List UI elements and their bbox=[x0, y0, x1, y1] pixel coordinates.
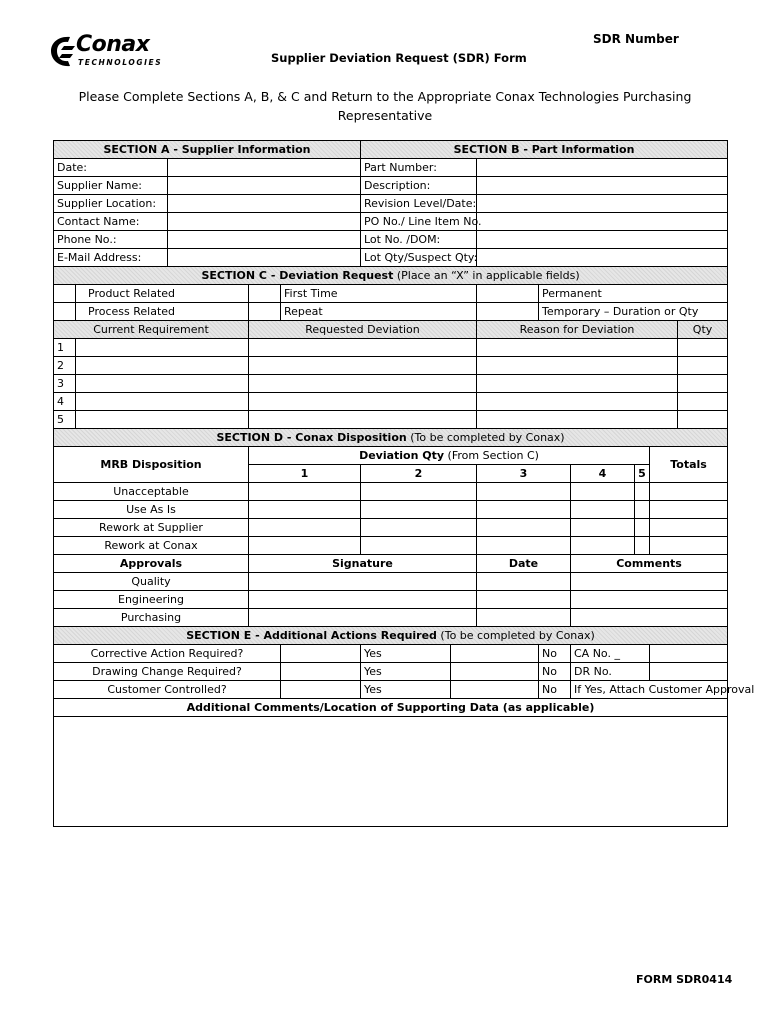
permanent-checkbox[interactable] bbox=[477, 285, 539, 303]
signature-input[interactable] bbox=[249, 573, 477, 591]
no-label: No bbox=[539, 663, 571, 681]
disposition-qty-input[interactable] bbox=[635, 519, 650, 537]
process-related-label: Process Related bbox=[76, 303, 249, 321]
disposition-qty-input[interactable] bbox=[571, 537, 635, 555]
reason-input[interactable] bbox=[477, 339, 678, 357]
requested-deviation-input[interactable] bbox=[249, 375, 477, 393]
signature-input[interactable] bbox=[249, 609, 477, 627]
approval-date-input[interactable] bbox=[477, 591, 571, 609]
yes-checkbox[interactable] bbox=[451, 645, 539, 663]
product-related-checkbox[interactable] bbox=[54, 285, 76, 303]
product-related-label: Product Related bbox=[76, 285, 249, 303]
comments-header: Comments bbox=[571, 555, 728, 573]
approval-date-input[interactable] bbox=[477, 573, 571, 591]
disposition-qty-input[interactable] bbox=[635, 483, 650, 501]
temporary-label: Temporary – Duration or Qty bbox=[539, 303, 728, 321]
disposition-total-input[interactable] bbox=[650, 537, 728, 555]
section-b-input[interactable] bbox=[477, 195, 728, 213]
additional-comments-input[interactable] bbox=[54, 717, 728, 827]
approver-label: Quality bbox=[54, 573, 249, 591]
action-label: Corrective Action Required? bbox=[54, 645, 281, 663]
permanent-label: Permanent bbox=[539, 285, 728, 303]
yes-checkbox[interactable] bbox=[451, 681, 539, 699]
deviation-row-number: 4 bbox=[54, 393, 76, 411]
current-requirement-input[interactable] bbox=[76, 411, 249, 429]
reason-input[interactable] bbox=[477, 357, 678, 375]
form-instructions: Please Complete Sections A, B, & C and Return to the Appropriate Conax Technologies Purchasing Representative bbox=[78, 89, 692, 123]
disposition-qty-input[interactable] bbox=[571, 483, 635, 501]
section-a-label: Supplier Name: bbox=[54, 177, 168, 195]
logo-subtext: TECHNOLOGIES bbox=[78, 58, 163, 67]
requested-deviation-input[interactable] bbox=[249, 393, 477, 411]
disposition-qty-input[interactable] bbox=[361, 501, 477, 519]
qty-col-header: 5 bbox=[635, 465, 650, 483]
disposition-qty-input[interactable] bbox=[477, 519, 571, 537]
disposition-qty-input[interactable] bbox=[635, 537, 650, 555]
section-a-label: E-Mail Address: bbox=[54, 249, 168, 267]
section-a-input[interactable] bbox=[168, 159, 361, 177]
section-a-input[interactable] bbox=[168, 249, 361, 267]
approval-date-input[interactable] bbox=[477, 609, 571, 627]
action-value-input[interactable] bbox=[281, 663, 361, 681]
section-b-input[interactable] bbox=[477, 177, 728, 195]
disposition-total-input[interactable] bbox=[650, 501, 728, 519]
requested-deviation-input[interactable] bbox=[249, 357, 477, 375]
disposition-qty-input[interactable] bbox=[249, 519, 361, 537]
deviation-row-number: 1 bbox=[54, 339, 76, 357]
section-a-label: Supplier Location: bbox=[54, 195, 168, 213]
disposition-qty-input[interactable] bbox=[249, 537, 361, 555]
disposition-label: Unacceptable bbox=[54, 483, 249, 501]
reason-input[interactable] bbox=[477, 375, 678, 393]
section-b-input[interactable] bbox=[477, 231, 728, 249]
conax-logo-mark-icon bbox=[48, 34, 78, 70]
action-value-input[interactable] bbox=[281, 681, 361, 699]
customer-approval-note: If Yes, Attach Customer Approval bbox=[571, 681, 728, 699]
qty-input[interactable] bbox=[678, 393, 728, 411]
section-c-title: SECTION C - Deviation Request bbox=[201, 268, 394, 282]
reason-input[interactable] bbox=[477, 411, 678, 429]
qty-col-header: 2 bbox=[361, 465, 477, 483]
qty-input[interactable] bbox=[678, 357, 728, 375]
disposition-label: Rework at Conax bbox=[54, 537, 249, 555]
current-requirement-input[interactable] bbox=[76, 339, 249, 357]
ca-number-input[interactable] bbox=[650, 645, 728, 663]
disposition-qty-input[interactable] bbox=[477, 537, 571, 555]
section-b-label: Lot Qty/Suspect Qty: bbox=[361, 249, 477, 267]
action-label: Drawing Change Required? bbox=[54, 663, 281, 681]
logo-wordmark: Conax bbox=[76, 32, 150, 57]
section-a-input[interactable] bbox=[168, 177, 361, 195]
col-reason-for-deviation: Reason for Deviation bbox=[477, 321, 678, 339]
section-d-header bbox=[54, 429, 728, 447]
date-header: Date bbox=[477, 555, 571, 573]
section-a-label: Phone No.: bbox=[54, 231, 168, 249]
qty-input[interactable] bbox=[678, 375, 728, 393]
deviation-row-number: 3 bbox=[54, 375, 76, 393]
current-requirement-input[interactable] bbox=[76, 393, 249, 411]
section-a-input[interactable] bbox=[168, 213, 361, 231]
section-b-label: Revision Level/Date: bbox=[361, 195, 477, 213]
form-code: FORM SDR0414 bbox=[636, 973, 733, 986]
section-a-label: Contact Name: bbox=[54, 213, 168, 231]
sdr-form-table bbox=[53, 140, 755, 827]
form-title: Supplier Deviation Request (SDR) Form bbox=[271, 51, 527, 65]
ref-label: DR No. bbox=[571, 663, 650, 681]
repeat-label: Repeat bbox=[281, 303, 477, 321]
disposition-total-input[interactable] bbox=[650, 483, 728, 501]
current-requirement-input[interactable] bbox=[76, 375, 249, 393]
disposition-qty-input[interactable] bbox=[635, 501, 650, 519]
mrb-disposition-header: MRB Disposition bbox=[54, 447, 249, 483]
deviation-row-number: 2 bbox=[54, 357, 76, 375]
no-label: No bbox=[539, 681, 571, 699]
yes-label: Yes bbox=[361, 663, 451, 681]
temporary-checkbox[interactable] bbox=[477, 303, 539, 321]
disposition-label: Rework at Supplier bbox=[54, 519, 249, 537]
deviation-row-number: 5 bbox=[54, 411, 76, 429]
section-e-header bbox=[54, 627, 728, 645]
requested-deviation-input[interactable] bbox=[249, 339, 477, 357]
disposition-total-input[interactable] bbox=[650, 519, 728, 537]
disposition-label: Use As Is bbox=[54, 501, 249, 519]
qty-col-header: 3 bbox=[477, 465, 571, 483]
deviation-qty-label: Deviation Qty bbox=[359, 448, 445, 462]
first-time-label: First Time bbox=[281, 285, 477, 303]
section-c-header bbox=[54, 267, 728, 285]
disposition-qty-input[interactable] bbox=[477, 501, 571, 519]
section-e-note: (To be completed by Conax) bbox=[436, 628, 595, 642]
no-label: No bbox=[539, 645, 571, 663]
section-c-note: (Place an “X” in applicable fields) bbox=[393, 268, 580, 282]
totals-header: Totals bbox=[650, 447, 728, 483]
action-value-input[interactable] bbox=[281, 645, 361, 663]
col-current-requirement: Current Requirement bbox=[54, 321, 249, 339]
disposition-qty-input[interactable] bbox=[249, 483, 361, 501]
section-b-input[interactable] bbox=[477, 249, 728, 267]
section-b-label: Part Number: bbox=[361, 159, 477, 177]
action-label: Customer Controlled? bbox=[54, 681, 281, 699]
disposition-qty-input[interactable] bbox=[361, 483, 477, 501]
approver-label: Purchasing bbox=[54, 609, 249, 627]
signature-input[interactable] bbox=[249, 591, 477, 609]
reason-input[interactable] bbox=[477, 393, 678, 411]
requested-deviation-input[interactable] bbox=[249, 411, 477, 429]
section-b-input[interactable] bbox=[477, 213, 728, 231]
yes-checkbox[interactable] bbox=[451, 663, 539, 681]
first-time-checkbox[interactable] bbox=[249, 285, 281, 303]
section-a-label: Date: bbox=[54, 159, 168, 177]
qty-col-header: 4 bbox=[571, 465, 635, 483]
section-a-input[interactable] bbox=[168, 231, 361, 249]
col-qty: Qty bbox=[678, 321, 728, 339]
section-b-input[interactable] bbox=[477, 159, 728, 177]
approvals-header: Approvals bbox=[54, 555, 249, 573]
qty-input[interactable] bbox=[678, 339, 728, 357]
section-e-title: SECTION E - Additional Actions Required bbox=[186, 628, 437, 642]
col-requested-deviation: Requested Deviation bbox=[249, 321, 477, 339]
disposition-qty-input[interactable] bbox=[249, 501, 361, 519]
ref-label: CA No. _ bbox=[571, 645, 650, 663]
deviation-qty-note: (From Section C) bbox=[444, 448, 539, 462]
section-d-note: (To be completed by Conax) bbox=[406, 430, 565, 444]
additional-comments-header: Additional Comments/Location of Supporting Data (as applicable) bbox=[54, 699, 728, 717]
dr-number-input[interactable] bbox=[650, 663, 728, 681]
disposition-qty-input[interactable] bbox=[361, 519, 477, 537]
approver-label: Engineering bbox=[54, 591, 249, 609]
section-d-title: SECTION D - Conax Disposition bbox=[216, 430, 407, 444]
approval-comments-input[interactable] bbox=[571, 609, 728, 627]
section-b-title: SECTION B - Part Information bbox=[361, 141, 728, 159]
section-a-title: SECTION A - Supplier Information bbox=[54, 141, 361, 159]
current-requirement-input[interactable] bbox=[76, 357, 249, 375]
section-b-label: Lot No. /DOM: bbox=[361, 231, 477, 249]
disposition-qty-input[interactable] bbox=[571, 501, 635, 519]
section-b-label: Description: bbox=[361, 177, 477, 195]
deviation-qty-header bbox=[249, 447, 650, 465]
signature-header: Signature bbox=[249, 555, 477, 573]
section-b-label: PO No./ Line Item No. bbox=[361, 213, 477, 231]
repeat-checkbox[interactable] bbox=[249, 303, 281, 321]
qty-col-header: 1 bbox=[249, 465, 361, 483]
approval-comments-input[interactable] bbox=[571, 573, 728, 591]
yes-label: Yes bbox=[361, 645, 451, 663]
approval-comments-input[interactable] bbox=[571, 591, 728, 609]
disposition-qty-input[interactable] bbox=[571, 519, 635, 537]
qty-input[interactable] bbox=[678, 411, 728, 429]
sdr-number-label: SDR Number bbox=[593, 32, 679, 46]
conax-logo bbox=[48, 34, 178, 72]
disposition-qty-input[interactable] bbox=[361, 537, 477, 555]
section-a-input[interactable] bbox=[168, 195, 361, 213]
yes-label: Yes bbox=[361, 681, 451, 699]
disposition-qty-input[interactable] bbox=[477, 483, 571, 501]
process-related-checkbox[interactable] bbox=[54, 303, 76, 321]
